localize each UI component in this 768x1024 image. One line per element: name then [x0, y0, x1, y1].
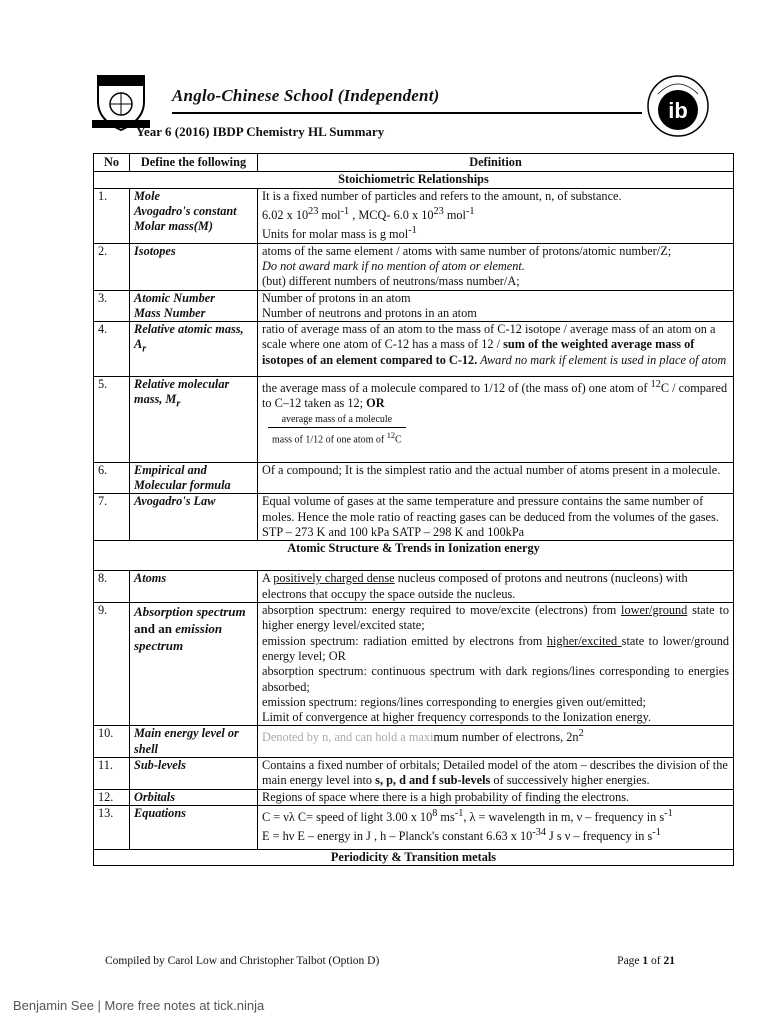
page-number: Page 1 of 21 — [617, 955, 675, 967]
table-row: 7. Avogadro's Law Equal volume of gases at the same temperature and pressure contains the same number of moles. Hence the mole ratio of reacting gases can be deduced from the volumes of the gases. STP – 273 K and 100 kPa SATP – 298 K and 100kPa — [94, 494, 734, 541]
ib-world-school-logo-icon — [644, 72, 712, 140]
table-row: 8. Atoms A positively charged dense nucleus composed of protons and neutrons (nucleons) with electrons that occupy the space outside the nucleus. — [94, 571, 734, 603]
molecular-mass-fraction: $\frac{\text{average mass of a molecule}}{mass of 1/12 of one atom of ^{12}C}$ — [268, 412, 406, 448]
table-row: 13. Equations C = νλ C= speed of light 3.00 x $10^8$ $ms^{-1}$, λ = wavelength in m, ν – frequency in $s^{-1}$ E = hν E – energy in J , h – Planck's constant 6.63 x $10^{-34}$ J s ν – frequency in $s^{-1}$ — [94, 805, 734, 849]
table-row: 12. Orbitals Regions of space where there is a high probability of finding the electrons. — [94, 789, 734, 805]
table-row: 5. Relative molecular mass, $M_r$ the average mass of a molecule compared to 1/12 of (the mass of) one atom of $^{12}$C / compared to C–12 taken as 12; OR $\frac{\text{average mass of a molecule}}{mass of 1/12 of one atom of ^{12}C}$ — [94, 377, 734, 463]
section-heading: Atomic Structure & Trends in Ionization energy — [94, 541, 734, 571]
table-row: 11. Sub-levels Contains a fixed number of orbitals; Detailed model of the atom – describes the division of the main energy level into s, p, d and f sub-levels of successively higher energies. — [94, 758, 734, 790]
table-row: 2. Isotopes atoms of the same element / atoms with same number of protons/atomic number/Z; Do not award mark if no mention of atom or element. (but) different numbers of neutrons/mass number/A; — [94, 243, 734, 290]
col-definition-header: Definition — [258, 154, 734, 172]
table-row: 4. Relative atomic mass, $A_r$ ratio of average mass of an atom to the mass of C-12 isotope / average mass of an atom on a scale where one atom of C-12 has a mass of 12 / sum of the weighted average mass of isotopes of an element compared to C-12. Award no mark if element is used in place of atom — [94, 322, 734, 377]
table-row: 10. Main energy level or shell Denoted by n, and can hold a maximum number of electrons, $2n^2$ — [94, 726, 734, 758]
header-rule — [172, 112, 642, 114]
page-footer — [105, 955, 675, 967]
document-subtitle: Year 6 (2016) IBDP Chemistry HL Summary — [136, 124, 385, 139]
table-row: 6. Empirical and Molecular formula Of a compound; It is the simplest ratio and the actual number of atoms present in a molecule. — [94, 462, 734, 494]
school-name: Anglo-Chinese School (Independent) — [172, 86, 440, 105]
credit-link[interactable]: Benjamin See | More free notes at tick.ninja — [13, 998, 265, 1013]
document-header — [92, 72, 712, 142]
col-term-header: Define the following — [130, 154, 258, 172]
section-heading: Stoichiometric Relationships — [94, 172, 734, 188]
summary-table — [93, 153, 734, 866]
section-heading: Periodicity & Transition metals — [94, 849, 734, 865]
table-row: 9. Absorption spectrum and an emission spectrum absorption spectrum: energy required to move/excite (electrons) from lower/ground state to higher energy level/excited state; emission spectrum: radiation emitted by electrons from higher/excited state to lower/ground energy level; OR absorption spectrum: continuous spectrum with dark regions/lines corresponding to energies absorbed; emission spectrum: regions/lines corresponding to energies given out/emitted; Limit of convergence at higher frequency corresponds to the Ionization energy. — [94, 603, 734, 726]
table-row: 3. Atomic Number Mass Number Number of protons in an atom Number of neutrons and protons in an atom — [94, 290, 734, 322]
table-header-row — [94, 154, 734, 172]
col-no-header: No — [94, 154, 130, 172]
compiled-by: Compiled by Carol Low and Christopher Talbot (Option D) — [105, 955, 380, 967]
svg-text:ib: ib — [668, 98, 688, 123]
table-row: 1. Mole Avogadro's constant Molar mass(M) It is a fixed number of particles and refers to the amount, n, of substance. 6.02 x $10^{23}$ mol$^{-1}$ , MCQ- 6.0 x $10^{23}$ mol$^{-1}$ Units for molar mass is g mol$^{-1}$ — [94, 188, 734, 243]
